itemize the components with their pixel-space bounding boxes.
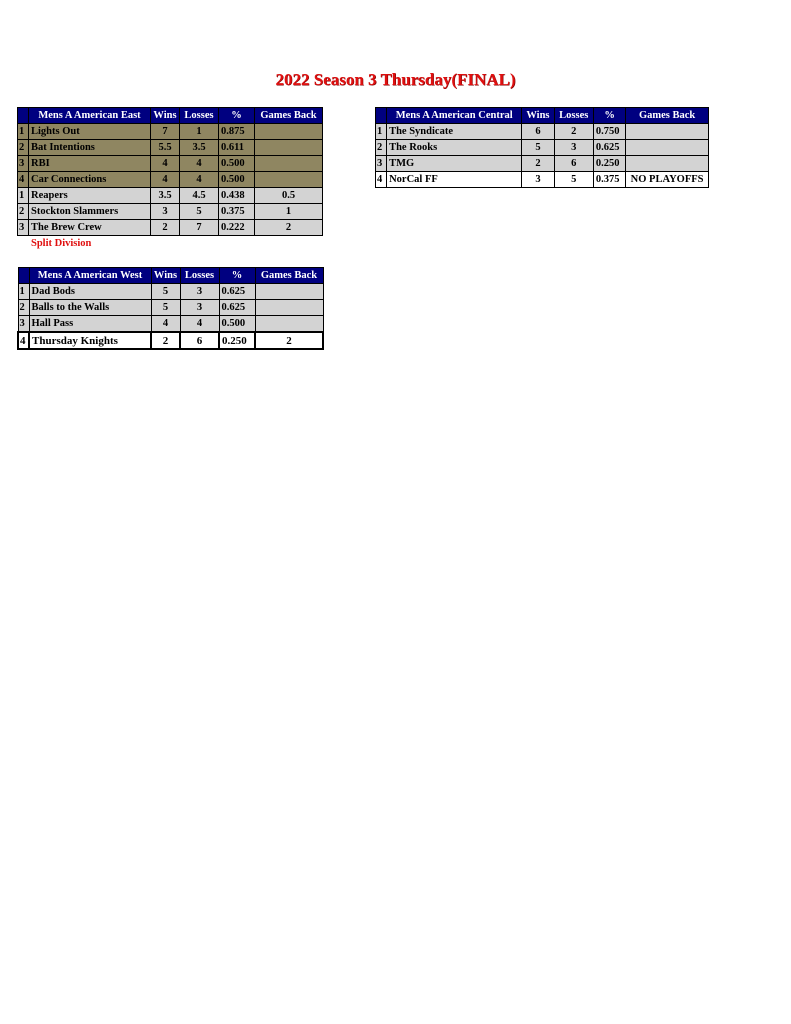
wins-cell: 3 [522,172,554,188]
rank-cell: 1 [376,124,387,140]
pct-header: % [593,108,625,124]
losses-cell: 3 [554,140,593,156]
rank-header [376,108,387,124]
table-row [18,220,323,236]
wins-cell: 4 [151,156,180,172]
wins-cell: 3 [151,204,180,220]
wins-cell: 2 [522,156,554,172]
rank-cell: 2 [18,204,29,220]
table-row [18,316,323,333]
wins-cell: 3.5 [151,188,180,204]
wins-cell: 4 [151,316,180,333]
table-header-row [376,108,709,124]
losses-cell: 4 [180,156,219,172]
games-back-header: Games Back [626,108,709,124]
losses-header: Losses [554,108,593,124]
wins-header: Wins [151,268,180,284]
pct-cell: 0.625 [219,300,255,316]
rank-cell: 3 [376,156,387,172]
games-back-cell [255,140,323,156]
losses-cell: 4 [180,316,219,333]
losses-cell: 4.5 [180,188,219,204]
wins-cell: 5 [151,284,180,300]
rank-cell: 2 [376,140,387,156]
pct-header: % [219,108,255,124]
pct-cell: 0.625 [219,284,255,300]
table-row [18,156,323,172]
division-header: Mens A American West [29,268,151,284]
team-cell: RBI [29,156,151,172]
pct-cell: 0.500 [219,172,255,188]
rank-cell: 1 [18,124,29,140]
pct-cell: 0.250 [593,156,625,172]
rank-cell: 3 [18,156,29,172]
losses-cell: 6 [554,156,593,172]
rank-cell: 2 [18,300,29,316]
wins-cell: 5 [151,300,180,316]
pct-cell: 0.750 [593,124,625,140]
table-row [376,156,709,172]
pct-cell: 0.438 [219,188,255,204]
pct-cell: 0.222 [219,220,255,236]
table-row [18,140,323,156]
games-back-cell [255,124,323,140]
rank-header [18,268,29,284]
games-back-cell: 0.5 [255,188,323,204]
table-header-row [18,268,323,284]
team-cell: Lights Out [29,124,151,140]
wins-cell: 2 [151,332,180,349]
team-cell: The Syndicate [387,124,522,140]
table-row [18,332,323,349]
east-standings-table [17,107,323,236]
table-header-row [18,108,323,124]
table-row [18,172,323,188]
table-row [376,172,709,188]
team-cell: TMG [387,156,522,172]
team-cell: Bat Intentions [29,140,151,156]
pct-cell: 0.875 [219,124,255,140]
pct-cell: 0.250 [219,332,255,349]
losses-cell: 5 [554,172,593,188]
losses-cell: 4 [180,172,219,188]
wins-cell: 5.5 [151,140,180,156]
wins-header: Wins [151,108,180,124]
wins-cell: 4 [151,172,180,188]
losses-cell: 6 [180,332,219,349]
games-back-cell [255,284,323,300]
wins-header: Wins [522,108,554,124]
losses-header: Losses [180,268,219,284]
central-standings-table [375,107,709,188]
games-back-header: Games Back [255,268,323,284]
page-title: 2022 Season 3 Thursday(FINAL) [275,70,516,89]
games-back-cell: 2 [255,332,323,349]
west-standings-table [17,267,324,350]
games-back-cell: 1 [255,204,323,220]
pct-cell: 0.375 [593,172,625,188]
games-back-header: Games Back [255,108,323,124]
games-back-cell [626,124,709,140]
wins-cell: 2 [151,220,180,236]
games-back-cell [255,156,323,172]
rank-cell: 4 [18,332,29,349]
rank-header [18,108,29,124]
rank-cell: 3 [18,220,29,236]
team-cell: Balls to the Walls [29,300,151,316]
rank-cell: 2 [18,140,29,156]
team-cell: Dad Bods [29,284,151,300]
table-row [18,124,323,140]
pct-cell: 0.500 [219,316,255,333]
losses-cell: 3.5 [180,140,219,156]
wins-cell: 6 [522,124,554,140]
pct-cell: 0.375 [219,204,255,220]
losses-cell: 3 [180,300,219,316]
wins-cell: 7 [151,124,180,140]
rank-cell: 3 [18,316,29,333]
wins-cell: 5 [522,140,554,156]
team-cell: Reapers [29,188,151,204]
pct-cell: 0.611 [219,140,255,156]
rank-cell: 1 [18,284,29,300]
losses-cell: 1 [180,124,219,140]
losses-cell: 5 [180,204,219,220]
team-cell: NorCal FF [387,172,522,188]
team-cell: The Rooks [387,140,522,156]
rank-cell: 4 [18,172,29,188]
losses-header: Losses [180,108,219,124]
games-back-cell [626,140,709,156]
team-cell: Hall Pass [29,316,151,333]
pct-cell: 0.625 [593,140,625,156]
losses-cell: 3 [180,284,219,300]
games-back-cell: NO PLAYOFFS [626,172,709,188]
pct-cell: 0.500 [219,156,255,172]
table-row [376,140,709,156]
table-row [376,124,709,140]
split-division-note: Split Division [31,238,92,249]
games-back-cell [255,300,323,316]
games-back-cell [626,156,709,172]
rank-cell: 4 [376,172,387,188]
table-row [18,188,323,204]
losses-cell: 2 [554,124,593,140]
team-cell: Stockton Slammers [29,204,151,220]
games-back-cell [255,172,323,188]
losses-cell: 7 [180,220,219,236]
table-row [18,300,323,316]
division-header: Mens A American Central [387,108,522,124]
team-cell: Car Connections [29,172,151,188]
table-row [18,204,323,220]
rank-cell: 1 [18,188,29,204]
games-back-cell: 2 [255,220,323,236]
team-cell: Thursday Knights [29,332,151,349]
division-header: Mens A American East [29,108,151,124]
games-back-cell [255,316,323,333]
team-cell: The Brew Crew [29,220,151,236]
table-row [18,284,323,300]
pct-header: % [219,268,255,284]
